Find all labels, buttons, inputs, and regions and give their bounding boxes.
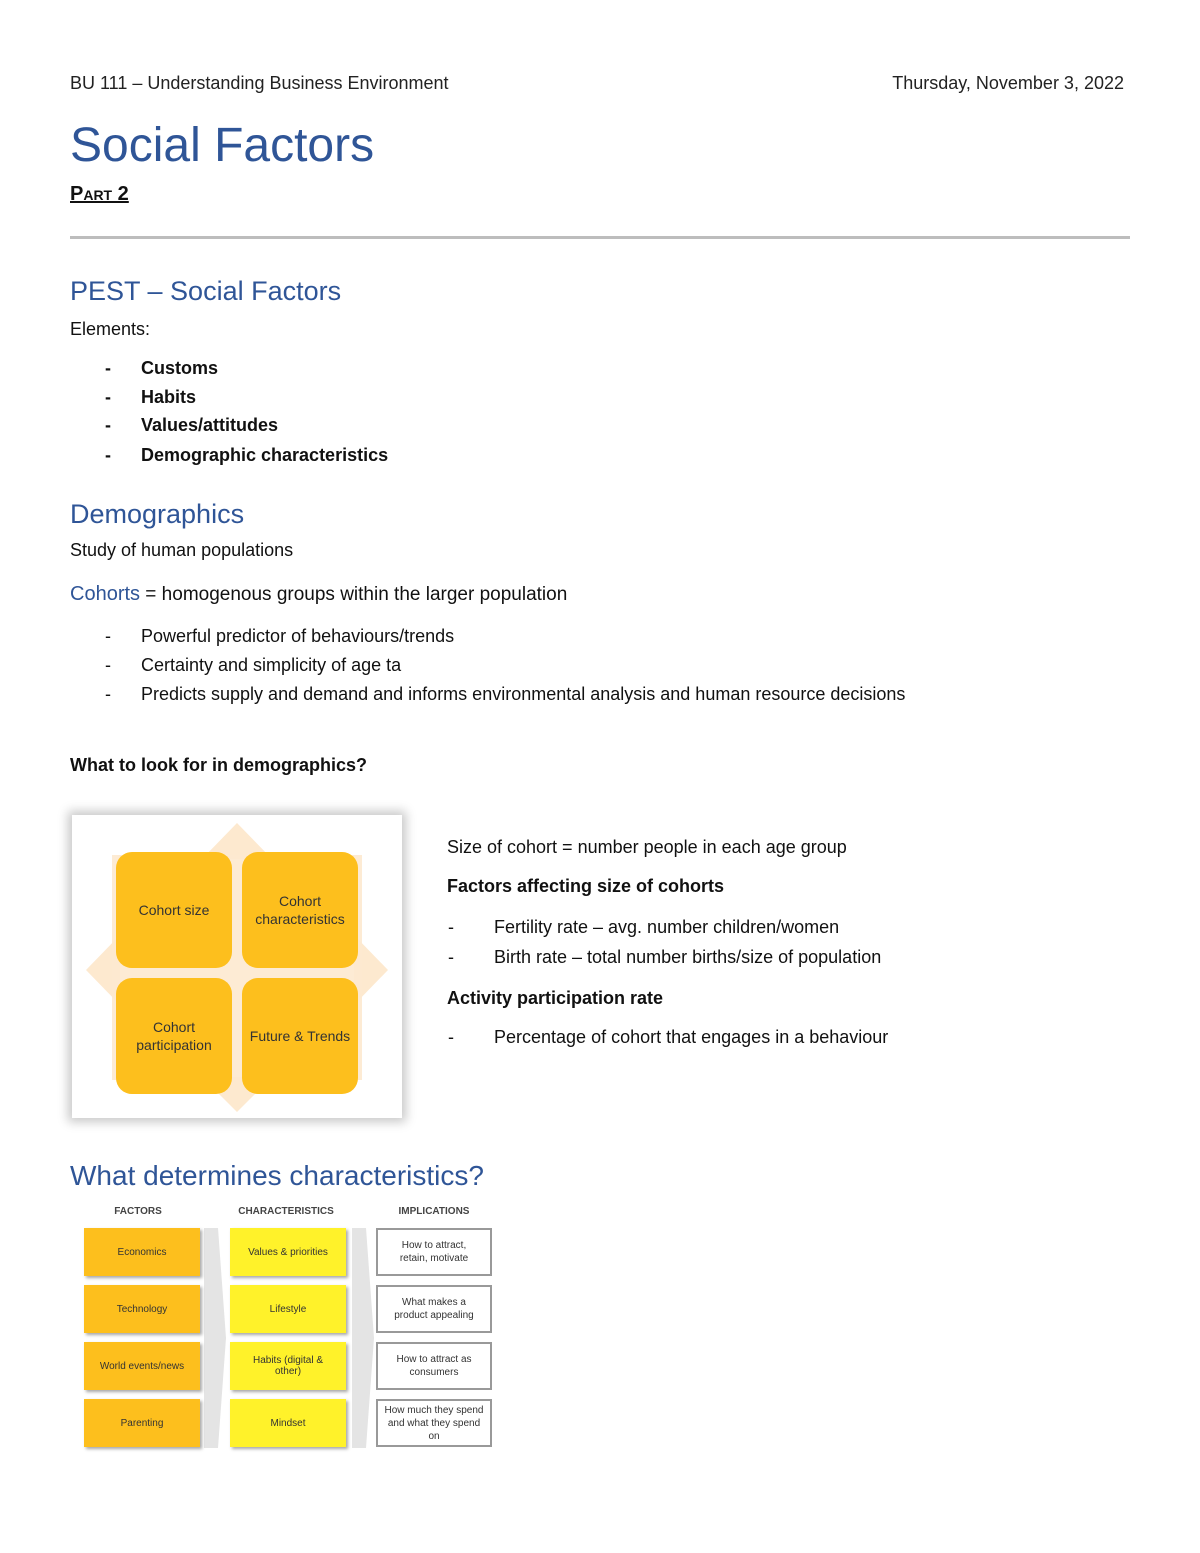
factor-box: Economics: [84, 1228, 200, 1276]
date-header: Thursday, November 3, 2022: [892, 73, 1124, 93]
implication-box: How to attract as consumers: [376, 1342, 492, 1390]
characteristics-heading: What determines characteristics?: [70, 1160, 484, 1191]
cohort-size-definition: Size of cohort = number people in each age group: [447, 837, 847, 857]
list-item: - Percentage of cohort that engages in a behaviour: [448, 1027, 889, 1047]
factor-box: Parenting: [84, 1399, 200, 1447]
list-item: - Certainty and simplicity of age ta: [105, 655, 402, 675]
characteristics-diagram: [80, 1202, 500, 1452]
page-title: Social Factors: [70, 119, 375, 172]
list-item: - Predicts supply and demand and informs environmental analysis and human resource decisions: [105, 684, 906, 704]
activity-heading: Activity participation rate: [447, 988, 664, 1008]
list-item: - Powerful predictor of behaviours/trends: [105, 626, 455, 646]
characteristic-box: Mindset: [230, 1399, 346, 1447]
divider: [70, 236, 1130, 239]
col-header-factors: FACTORS: [114, 1206, 162, 1217]
implication-box: How to attract, retain, motivate: [376, 1228, 492, 1276]
list-item: - Habits: [105, 387, 197, 407]
demographics-question: What to look for in demographics?: [70, 755, 367, 775]
list-item: - Birth rate – total number births/size of population: [448, 947, 882, 967]
col-header-implications: IMPLICATIONS: [398, 1206, 470, 1217]
factors-heading: Factors affecting size of cohorts: [447, 876, 725, 896]
quadrant-cohort-size: Cohort size: [116, 852, 232, 968]
demographics-definition: Study of human populations: [70, 540, 294, 560]
implication-box: How much they spend and what they spend on: [376, 1399, 492, 1447]
demographics-heading: Demographics: [70, 499, 245, 529]
characteristic-box: Habits (digital & other): [230, 1342, 346, 1390]
list-item: - Demographic characteristics: [105, 445, 389, 465]
course-header: BU 111 – Understanding Business Environment: [70, 73, 449, 93]
characteristic-box: Lifestyle: [230, 1285, 346, 1333]
characteristic-box: Values & priorities: [230, 1228, 346, 1276]
factor-box: Technology: [84, 1285, 200, 1333]
quadrant-cohort-characteristics: Cohort characteristics: [242, 852, 358, 968]
col-header-characteristics: CHARACTERISTICS: [238, 1206, 334, 1217]
factor-box: World events/news: [84, 1342, 200, 1390]
cohorts-definition: Cohorts = homogenous groups within the larger population: [70, 583, 568, 605]
list-item: - Values/attitudes: [105, 415, 279, 435]
cohort-quadrant-diagram: [72, 815, 402, 1118]
pest-heading: PEST – Social Factors: [70, 276, 342, 306]
quadrant-cohort-participation: Cohort participation: [116, 978, 232, 1094]
cohorts-term: Cohorts: [70, 583, 141, 605]
list-item: - Fertility rate – avg. number children/women: [448, 917, 840, 937]
quadrant-future-trends: Future & Trends: [242, 978, 358, 1094]
part-label: Part 2: [70, 183, 129, 205]
list-item: - Customs: [105, 358, 219, 378]
elements-label: Elements:: [70, 319, 151, 339]
implication-box: What makes a product appealing: [376, 1285, 492, 1333]
